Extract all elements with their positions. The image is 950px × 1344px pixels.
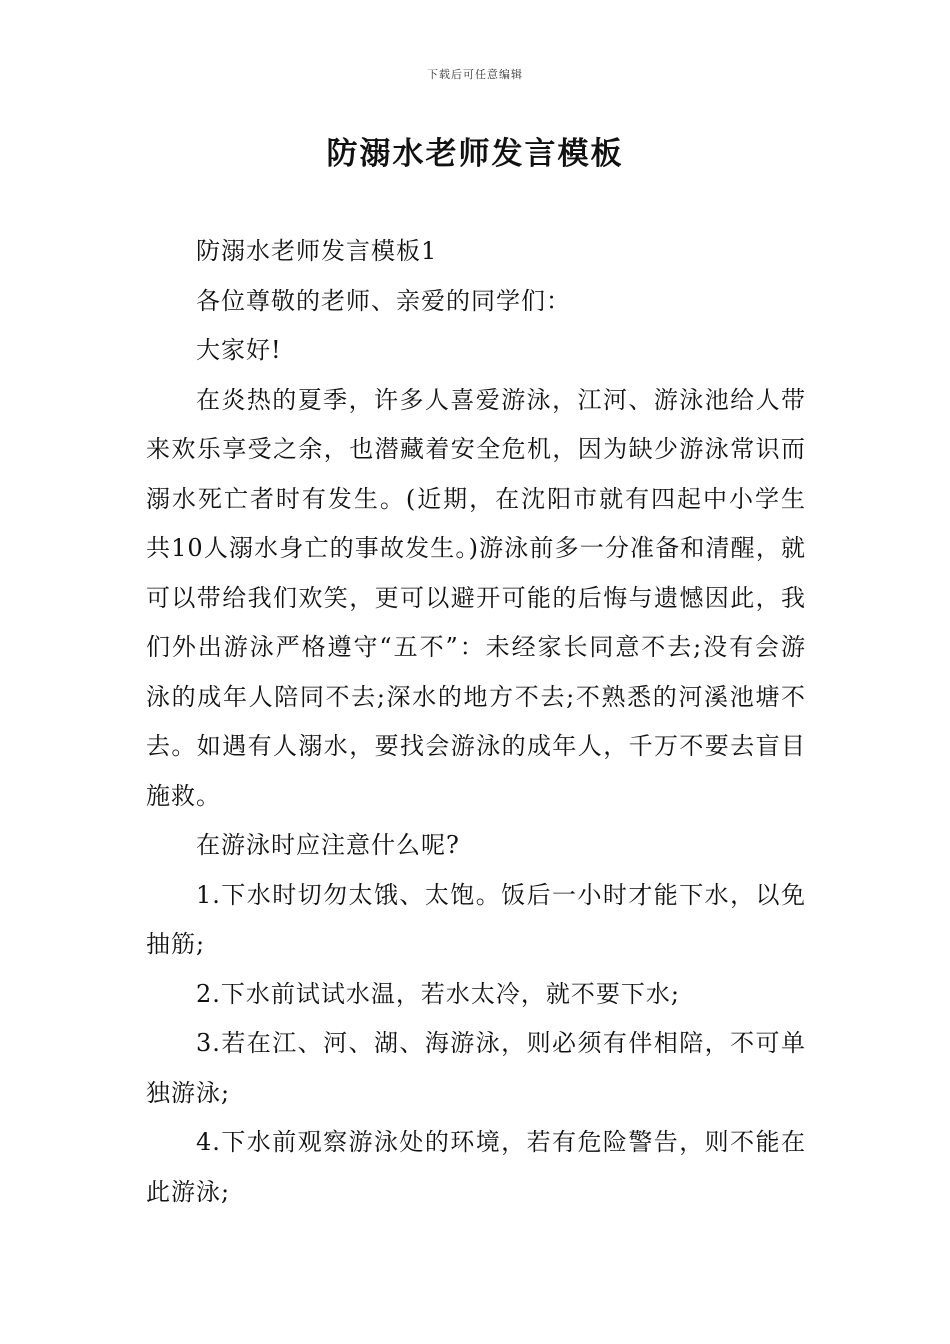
list-item-4: 4.下水前观察游泳处的环境，若有危险警告，则不能在此游泳; [146, 1128, 806, 1206]
list-item-2: 2.下水前试试水温，若水太冷，就不要下水; [196, 979, 680, 1008]
list-item-1: 1.下水时切勿太饿、太饱。饭后一小时才能下水，以免抽筋; [146, 880, 806, 958]
header-note: 下载后可任意编辑 [427, 68, 523, 81]
paragraph-greeting: 大家好! [196, 336, 282, 364]
document-title: 防溺水老师发言模板 [326, 136, 624, 172]
list-item-3: 3.若在江、河、湖、海游泳，则必须有伴相陪，不可单独游泳; [146, 1029, 806, 1107]
paragraph-question: 在游泳时应注意什么呢? [196, 831, 460, 859]
paragraph-subtitle: 防溺水老师发言模板1 [196, 237, 438, 265]
document-body [146, 227, 806, 1217]
paragraph-intro: 在炎热的夏季，许多人喜爱游泳，江河、游泳池给人带来欢乐享受之余，也潜藏着安全危机，因为缺少游泳常识而溺水死亡者时有发生。(近期，在沈阳市就有四起中小学生共10人溺水身亡的事故发生。)游泳前多一分准备和清醒，就可以带给我们欢笑，更可以避开可能的后悔与遗憾因此，我们外出游泳严格遵守“五不”：未经家长同意不去;没有会游泳的成年人陪同不去;深水的地方不去;不熟悉的河溪池塘不去。如遇有人溺水，要找会游泳的成年人，千万不要去盲目施救。 [146, 385, 806, 810]
paragraph-salutation: 各位尊敬的老师、亲爱的同学们： [196, 286, 571, 315]
